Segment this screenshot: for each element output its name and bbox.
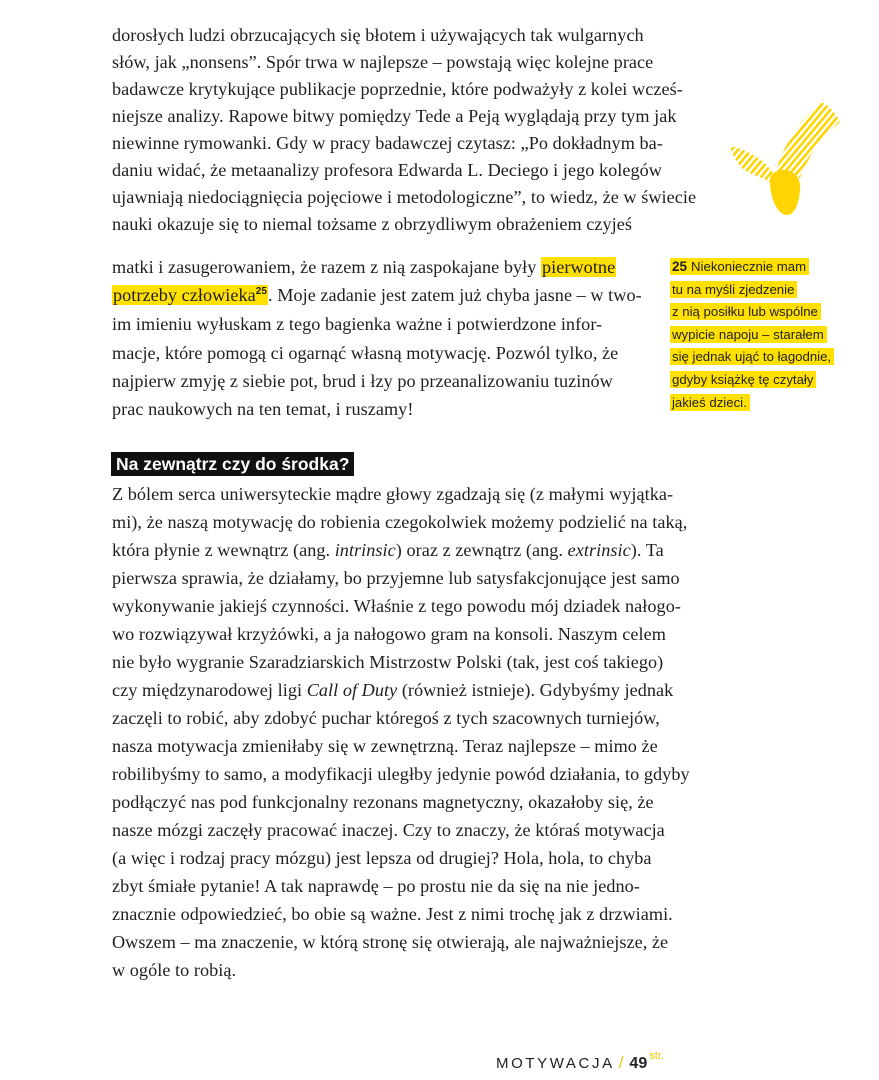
text-line: ujawniają niedociągnięcia pojęciowe i metodologiczne”, to wiedz, że w świecie [112, 187, 697, 207]
footnote-text: Niekoniecznie mam [691, 259, 807, 274]
text-line: pierwsza sprawia, że działamy, bo przyjemne lub satysfakcjonujące jest samo [112, 568, 680, 588]
text-line: robilibyśmy to samo, a modyfikacji uległby jedynie powód działania, to gdyby [112, 764, 690, 784]
text-line: Z bólem serca uniwersyteckie mądre głowy zgadzają się (z małymi wyjątka- [112, 484, 674, 504]
text-line: najpierw zmyję z siebie pot, brud i łzy po przeanalizowaniu tuzinów [112, 371, 613, 391]
text-span: . Moje zadanie jest zatem już chyba jasne – w two- [268, 285, 642, 305]
footnote-number: 25 [672, 259, 688, 274]
text-span: która płynie z wewnątrz (ang. [112, 540, 335, 560]
footnote-line [670, 324, 834, 347]
text-line: nasza motywacja zmieniłaby się w zewnętrzną. Teraz najlepsze – mimo że [112, 736, 658, 756]
text-line: zaczęli to robić, aby zdobyć puchar któregoś z tych szacownych turniejów, [112, 708, 660, 728]
footnote-text: jakieś dzieci. [670, 394, 750, 411]
text-line: im imieniu wyłuskam z tego bagienka ważne i potwierdzone infor- [112, 314, 603, 334]
side-footnote [670, 256, 834, 414]
text-line [112, 282, 642, 309]
footer-separator: / [618, 1053, 624, 1072]
footnote-line [670, 279, 834, 302]
footnote-line-bg [670, 258, 809, 275]
footnote-reference[interactable]: 25 [255, 285, 268, 297]
text-line [112, 537, 664, 564]
footnote-line [670, 369, 834, 392]
text-line [112, 677, 673, 704]
text-line: (a więc i rodzaj pracy mózgu) jest lepsza od drugiej? Hola, hola, to chyba [112, 848, 652, 868]
footnote-text: z nią posiłku lub wspólne [670, 303, 821, 320]
text-line: nie było wygranie Szaradziarskich Mistrzostw Polski (tak, jest coś takiego) [112, 652, 664, 672]
emphasis-text: extrinsic [567, 540, 631, 560]
footnote-text: się jednak ująć to łagodnie, [670, 348, 834, 365]
text-line: nasze mózgi zaczęły pracować inaczej. Czy to znaczy, że któraś motywacja [112, 820, 665, 840]
text-line: daniu widać, że metaanalizy profesora Edwarda L. Deciego i jego kolegów [112, 160, 662, 180]
text-line: prac naukowych na ten temat, i ruszamy! [112, 399, 414, 419]
page-suffix: str. [649, 1050, 664, 1062]
highlight-text-content: potrzeby człowieka [113, 285, 256, 305]
emphasis-text: intrinsic [334, 540, 396, 560]
text-span: (również istnieje). Gdybyśmy jednak [397, 680, 674, 700]
text-line: wo rozwiązywał krzyżówki, a ja nałogowo gram na konsoli. Naszym celem [112, 624, 666, 644]
footnote-line [670, 346, 834, 369]
text-span: ). Ta [630, 540, 664, 560]
text-span: matki i zasugerowaniem, że razem z nią zaspokajane były [112, 257, 542, 277]
text-line: słów, jak „nonsens”. Spór trwa w najlepsze – powstają więc kolejne prace [112, 52, 654, 72]
section-heading: Na zewnątrz czy do środka? [111, 452, 354, 476]
text-line: w ogóle to robią. [112, 960, 237, 980]
emphasis-text: Call of Duty [306, 680, 398, 700]
text-line: mi), że naszą motywację do robienia czegokolwiek możemy podzielić na taką, [112, 512, 688, 532]
footnote-line [670, 256, 834, 279]
footnote-line [670, 301, 834, 324]
text-line: niejsze analizy. Rapowe bitwy pomiędzy Tede a Peją wyglądają przy tym jak [112, 106, 677, 126]
banana-icon [726, 100, 846, 218]
highlighted-text [112, 285, 268, 305]
text-line: niewinne rymowanki. Gdy w pracy badawczej czytasz: „Po dokładnym ba- [112, 133, 663, 153]
page-footer [496, 1050, 664, 1073]
text-line: wykonywanie jakiejś czynności. Właśnie z tego powodu mój dziadek nałogo- [112, 596, 681, 616]
text-line: dorosłych ludzi obrzucających się błotem i używających tak wulgarnych [112, 25, 644, 45]
text-line: nauki okazuje się to niemal tożsame z obrzydliwym obrażeniem czyjeś [112, 214, 632, 234]
page-number: 49 [629, 1055, 648, 1072]
text-line [112, 254, 616, 281]
text-span: ) oraz z zewnątrz (ang. [395, 540, 568, 560]
footnote-text: tu na myśli zjedzenie [670, 281, 797, 298]
footnote-line [670, 392, 834, 415]
text-line: badawcze krytykujące publikacje poprzednie, które podważyły z kolei wcześ- [112, 79, 683, 99]
text-span: czy międzynarodowej ligi [112, 680, 307, 700]
footnote-text: wypicie napoju – starałem [670, 326, 827, 343]
text-line: podłączyć nas pod funkcjonalny rezonans magnetyczny, okazałoby się, że [112, 792, 654, 812]
highlighted-text: pierwotne [542, 257, 616, 277]
text-line: zbyt śmiałe pytanie! A tak naprawdę – po prostu nie da się na nie jedno- [112, 876, 640, 896]
text-line: znacznie odpowiedzieć, bo obie są ważne. Jest z nimi trochę jak z drzwiami. [112, 904, 673, 924]
footnote-text: gdyby książkę tę czytały [670, 371, 816, 388]
text-line: macje, które pomogą ci ogarnąć własną motywację. Pozwól tylko, że [112, 343, 619, 363]
section-name: MOTYWACJA [496, 1055, 615, 1072]
text-line: Owszem – ma znaczenie, w którą stronę się otwierają, ale najważniejsze, że [112, 932, 669, 952]
